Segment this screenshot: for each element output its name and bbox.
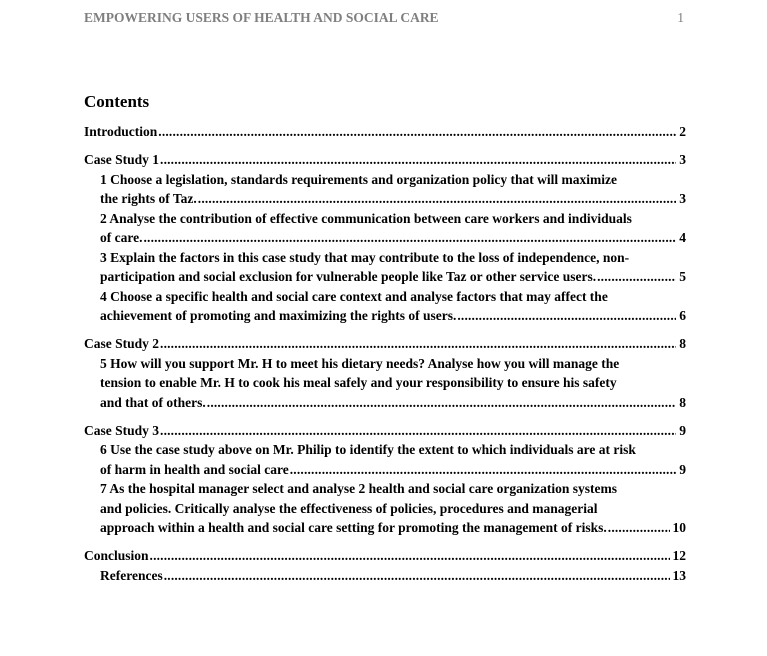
toc-page-number: 5 (679, 269, 686, 284)
table-of-contents (84, 122, 686, 585)
toc-page-number: 3 (679, 152, 686, 167)
toc-entry[interactable] (84, 248, 686, 287)
toc-entry-text: 5 How will you support Mr. H to meet his dietary needs? Analyse how you will manage the (100, 355, 620, 371)
dot-leader (597, 267, 676, 287)
toc-entry-line (100, 393, 686, 413)
toc-entry[interactable] (84, 546, 686, 566)
toc-entry-text: Conclusion (84, 548, 149, 563)
toc-entry-line (100, 566, 686, 586)
toc-page-number: 8 (679, 394, 686, 410)
toc-entry-text: 3 Explain the factors in this case study that may contribute to the loss of independence, non- (100, 249, 630, 265)
toc-entry-text: 6 Use the case study above on Mr. Philip to identify the extent to which individuals are at risk (100, 442, 636, 457)
dot-leader (608, 518, 670, 538)
dot-leader (164, 566, 670, 586)
toc-entry[interactable] (84, 566, 686, 586)
toc-entry-text: References (100, 567, 163, 583)
toc-entry[interactable] (84, 334, 686, 354)
header-title: EMPOWERING USERS OF HEALTH AND SOCIAL CARE (84, 10, 439, 25)
toc-page-number: 10 (672, 520, 686, 535)
toc-entry[interactable] (84, 122, 686, 142)
toc-entry-text: tension to enable Mr. H to cook his meal safely and your responsibility to ensure his safety (100, 375, 617, 390)
header-page-number: 1 (677, 10, 684, 25)
dot-leader (457, 306, 676, 326)
toc-entry-text: achievement of promoting and maximizing the rights of users. (100, 308, 457, 323)
toc-entry[interactable] (84, 209, 686, 248)
toc-entry[interactable] (84, 421, 686, 441)
toc-entry-line (100, 267, 686, 287)
toc-entry-line (100, 460, 686, 480)
toc-page-number: 9 (679, 422, 686, 438)
toc-entry[interactable] (84, 287, 686, 326)
dot-leader (160, 421, 676, 441)
toc-entry-text: 7 As the hospital manager select and analyse 2 health and social care organization systems (100, 481, 618, 496)
dot-leader (143, 228, 676, 248)
toc-page-number: 9 (679, 461, 686, 477)
toc-entry[interactable] (84, 479, 686, 538)
toc-entry-text: Case Study 1 (84, 152, 160, 167)
toc-entry-line (100, 518, 686, 538)
toc-entry-line (84, 122, 686, 142)
toc-entry[interactable] (84, 150, 686, 170)
toc-page-number: 6 (679, 308, 686, 323)
toc-entry-line (84, 421, 686, 441)
toc-entry-line (100, 306, 686, 326)
dot-leader (160, 334, 676, 354)
toc-page-number: 4 (679, 230, 686, 245)
toc-entry-text: 4 Choose a specific health and social care context and analyse factors that may affect the (100, 288, 608, 304)
toc-page-number: 13 (672, 567, 686, 583)
toc-entry-line (84, 334, 686, 354)
toc-entry[interactable] (84, 354, 686, 413)
toc-page-number: 2 (679, 124, 686, 139)
dot-leader (198, 189, 676, 209)
toc-entry-line (84, 546, 686, 566)
dot-leader (290, 460, 677, 480)
toc-entry-text: Case Study 3 (84, 422, 160, 438)
toc-entry-text: 1 Choose a legislation, standards requirements and organization policy that will maximize (100, 171, 618, 187)
dot-leader (150, 546, 670, 566)
dot-leader (158, 122, 676, 142)
toc-entry-text: participation and social exclusion for vulnerable people like Taz or other service users. (100, 269, 597, 284)
toc-entry-text: of care. (100, 230, 143, 245)
toc-entry[interactable] (84, 440, 686, 479)
dot-leader (207, 393, 676, 413)
toc-entry-text: Introduction (84, 124, 158, 139)
toc-entry-text: and policies. Critically analyse the effectiveness of policies, procedures and managerial (100, 500, 598, 516)
toc-page-number: 12 (672, 548, 686, 563)
toc-entry-text: the rights of Taz. (100, 191, 197, 206)
dot-leader (160, 150, 676, 170)
toc-entry[interactable] (84, 170, 686, 209)
toc-entry-text: approach within a health and social care setting for promoting the management of risks. (100, 520, 607, 535)
toc-entry-text: Case Study 2 (84, 336, 160, 351)
toc-page-number: 8 (679, 336, 686, 351)
toc-entry-line (84, 150, 686, 170)
toc-entry-line (100, 228, 686, 248)
toc-entry-text: and that of others. (100, 394, 206, 410)
toc-entry-text: of harm in health and social care (100, 461, 289, 477)
toc-entry-text: 2 Analyse the contribution of effective communication between care workers and individuals (100, 210, 632, 226)
page-header (84, 10, 686, 28)
toc-entry-line (100, 189, 686, 209)
contents-heading: Contents (84, 92, 150, 111)
toc-page-number: 3 (679, 191, 686, 206)
